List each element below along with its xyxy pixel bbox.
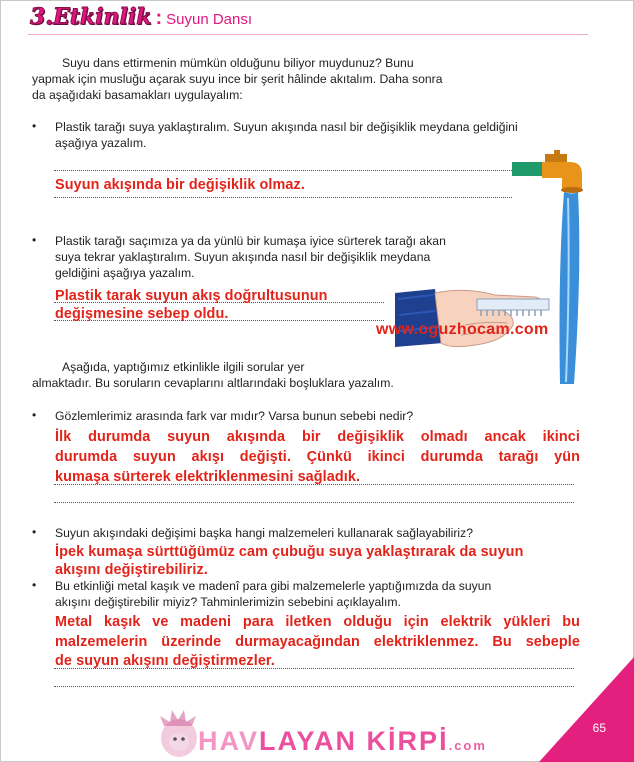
answer-line: [54, 502, 574, 503]
answer-text: malzemelerin üzerinde durmayacağından elektriklenmez. Bu sebeple: [55, 634, 580, 650]
intro-text: Aşağıda, yaptığımız etkinlikle ilgili sorular yer: [62, 360, 305, 374]
question-1-answer-line-3: kumaşa sürterek elektriklenmesini sağladık.: [55, 469, 361, 485]
brand-watermark: [198, 726, 487, 757]
bullet: •: [32, 408, 37, 422]
faucet-spout: [542, 162, 582, 190]
justified-answer: [55, 287, 395, 305]
step-2-answer-line-1: [55, 287, 395, 305]
answer-text: Plastik tarak suyun akış doğrultusunun: [55, 288, 328, 304]
step-1-line-2: aşağıya yazalım.: [55, 136, 147, 150]
step-2-line-2: suya tekrar yaklaştıralım. Suyun akışında nasıl bir değişiklik meydana: [55, 250, 431, 264]
step-2-line-1: Plastik tarağı saçımıza ya da yünlü bir kumaşa iyice sürterek tarağı akan: [55, 234, 446, 248]
question-3-line-1: Bu etkinliği metal kaşık ve madenî para gibi malzemelerle yaptığımızda da suyun: [55, 579, 492, 593]
intro-line-3: da aşağıdaki basamakları uygulayalım:: [32, 88, 243, 102]
answer-text: İlk durumda suyun akışında bir değişiklik olmadı ancak ikinci: [55, 429, 580, 445]
page-number: 65: [592, 721, 606, 735]
answer-text: durumda suyun akışı değişti. Çünkü ikinci durumda tarağı yün: [55, 449, 580, 465]
question-3-answer-line-2: [55, 633, 580, 651]
faucet-tip: [561, 187, 583, 193]
answer-line: [54, 686, 574, 687]
answer-line: [54, 320, 384, 321]
header-separator: :: [155, 7, 163, 29]
activity-header: [30, 4, 252, 34]
mascot-eye-left: [173, 737, 177, 741]
faucet-handle: [554, 150, 560, 156]
bullet: •: [32, 525, 37, 539]
answer-text: Metal kaşık ve madeni para iletken olduğu için elektrik yükleri bu: [55, 614, 580, 630]
question-3-answer-line-1: [55, 613, 580, 631]
question-2-answer-line-1: İpek kumaşa sürttüğümüz cam çubuğu suya yaklaştırarak da suyun: [55, 544, 524, 560]
question-2-answer-line-2: akışını değiştirebiliriz.: [55, 562, 208, 578]
question-3-answer-line-3: de suyun akışını değiştirmezler.: [55, 653, 275, 669]
answer-line: [54, 170, 512, 171]
intro-line-1: Suyu dans ettirmenin mümkün olduğunu biliyor muydunuz? Bunu: [62, 56, 414, 70]
activity-label: 3.Etkinlik: [30, 4, 152, 30]
brand-part-1: HAV: [198, 726, 260, 756]
answer-line: [54, 197, 512, 198]
mascot-face: [169, 733, 189, 751]
brand-suffix: .com: [448, 738, 487, 753]
header-divider: [28, 34, 588, 35]
justified-line: [62, 359, 387, 376]
activity-title: Suyun Dansı: [166, 11, 253, 28]
step-1-answer: Suyun akışında bir değişiklik olmaz.: [55, 177, 305, 193]
bullet: •: [32, 233, 37, 247]
questions-intro-line-2: almaktadır. Bu soruların cevaplarını altlarındaki boşluklara yazalım.: [32, 376, 394, 390]
hedgehog-mascot-icon: [158, 708, 200, 760]
page-corner-decoration: [539, 657, 634, 762]
questions-intro-line-1: [62, 359, 387, 376]
question-1-answer-line-1: [55, 428, 580, 446]
step-2-answer-line-2: değişmesine sebep oldu.: [55, 306, 229, 322]
intro-line-2: yapmak için musluğu açarak suyu ince bir şerit hâlinde akıtalım. Daha sonra: [32, 72, 443, 86]
mascot-spikes: [160, 710, 196, 726]
brand-part-2: LAYAN KİRPİ: [259, 726, 449, 756]
question-2-text: Suyun akışındaki değişimi başka hangi malzemeleri kullanarak sağlayabiliriz?: [55, 526, 473, 540]
question-3-line-2: akışını değiştirebilir miyiz? Tahminlerimizin sebebini açıklayalım.: [55, 595, 401, 609]
comb: [477, 299, 549, 310]
bullet: •: [32, 119, 37, 133]
question-1-text: Gözlemlerimiz arasında fark var mıdır? Varsa bunun sebebi nedir?: [55, 409, 414, 423]
step-2-line-3: geldiğini aşağıya yazalım.: [55, 266, 195, 280]
step-1-line-1: Plastik tarağı suya yaklaştıralım. Suyun akışında nasıl bir değişiklik meydana geldiğini: [55, 120, 518, 134]
bullet: •: [32, 578, 37, 592]
site-watermark: www.oguzhocam.com: [376, 321, 549, 338]
question-1-answer-line-2: [55, 448, 580, 466]
mascot-eye-right: [181, 737, 185, 741]
